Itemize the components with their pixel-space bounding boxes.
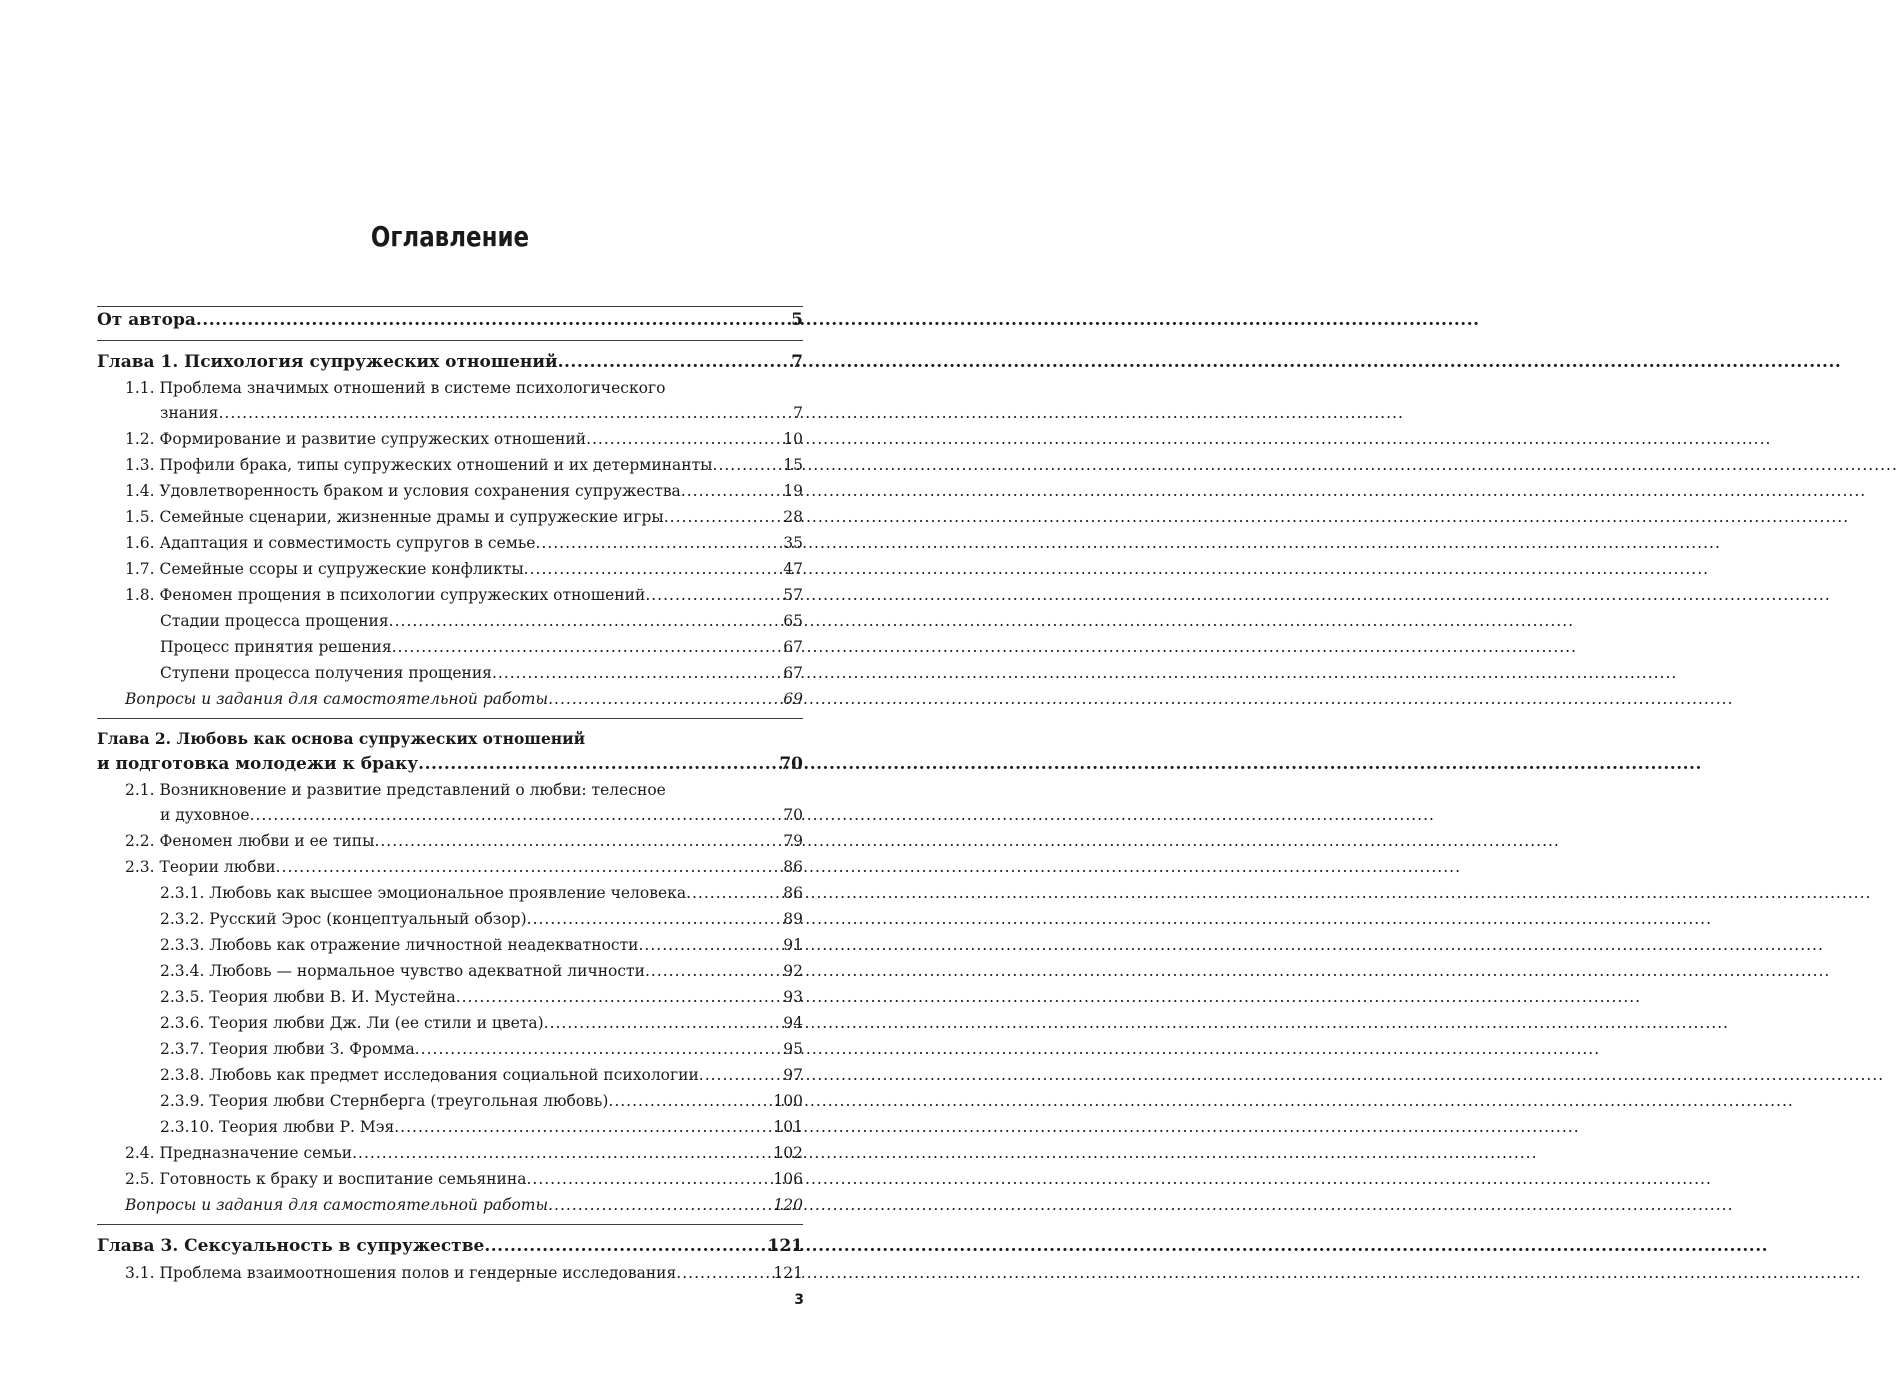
leader-dots bbox=[713, 452, 784, 478]
leader-dots bbox=[645, 958, 783, 984]
toc-entry-1-4[interactable] bbox=[97, 478, 803, 504]
toc-entry-1-questions[interactable] bbox=[97, 686, 803, 712]
leader-dots bbox=[352, 1140, 773, 1166]
toc-entry-label: 1.7. Семейные ссоры и супружеские конфликты bbox=[125, 560, 524, 578]
toc-entry-page: 28 bbox=[783, 508, 803, 526]
toc-entry-2-2[interactable] bbox=[97, 828, 803, 854]
toc-entry-page: 121 bbox=[767, 1236, 803, 1256]
leader-dots bbox=[196, 307, 791, 334]
leader-dots bbox=[535, 530, 783, 556]
toc-entry-1-5[interactable] bbox=[97, 504, 803, 530]
toc-entry-label: и подготовка молодежи к браку bbox=[97, 754, 419, 774]
leader-dots bbox=[527, 906, 784, 932]
toc-entry-2-3-9[interactable] bbox=[97, 1088, 803, 1114]
page-number: 3 bbox=[794, 1292, 804, 1308]
toc-entry-2-3[interactable] bbox=[97, 854, 803, 880]
toc-entry-page: 91 bbox=[783, 936, 803, 954]
toc-entry-2-questions[interactable] bbox=[97, 1192, 803, 1218]
toc-entry-label: От автора bbox=[97, 310, 196, 330]
toc-entry-page: 7 bbox=[793, 404, 803, 422]
leader-dots bbox=[699, 1062, 783, 1088]
toc-section-chapter-1 bbox=[97, 341, 803, 718]
leader-dots bbox=[456, 984, 784, 1010]
toc-entry-2-4[interactable] bbox=[97, 1140, 803, 1166]
table-of-contents bbox=[97, 306, 803, 1292]
leader-dots bbox=[250, 802, 784, 828]
toc-entry-page: 67 bbox=[783, 638, 803, 656]
toc-entry-page: 69 bbox=[783, 690, 803, 708]
toc-entry-chapter-1[interactable] bbox=[97, 349, 803, 376]
toc-entry-label: Глава 1. Психология супружеских отношений bbox=[97, 352, 558, 372]
toc-entry-page: 101 bbox=[773, 1118, 803, 1136]
toc-entry-page: 86 bbox=[783, 884, 803, 902]
page-title: Оглавление bbox=[370, 220, 530, 253]
toc-entry-page: 93 bbox=[783, 988, 803, 1006]
leader-dots bbox=[544, 1010, 784, 1036]
toc-entry-chapter-2-line1[interactable]: Глава 2. Любовь как основа супружеских отношений bbox=[97, 729, 586, 748]
toc-entry-page: 10 bbox=[783, 430, 803, 448]
toc-entry-1-1-line1[interactable]: 1.1. Проблема значимых отношений в системе психологического bbox=[125, 379, 666, 397]
toc-entry-label: 1.3. Профили брака, типы супружеских отношений и их детерминанты bbox=[125, 456, 713, 474]
toc-entry-1-8[interactable] bbox=[97, 582, 803, 608]
toc-section-author bbox=[97, 307, 803, 340]
toc-entry-label: знания bbox=[160, 404, 219, 422]
toc-entry-label: 1.6. Адаптация и совместимость супругов в семье bbox=[125, 534, 536, 552]
leader-dots bbox=[681, 478, 783, 504]
toc-entry-1-1[interactable] bbox=[97, 400, 803, 426]
toc-entry-label: Ступени процесса получения прощения bbox=[160, 664, 492, 682]
toc-entry-page: 35 bbox=[783, 534, 803, 552]
toc-entry-2-3-6[interactable] bbox=[97, 1010, 803, 1036]
leader-dots bbox=[526, 1166, 773, 1192]
toc-entry-2-3-2[interactable] bbox=[97, 906, 803, 932]
toc-entry-label: 2.2. Феномен любви и ее типы bbox=[125, 832, 375, 850]
toc-entry-1-2[interactable] bbox=[97, 426, 803, 452]
toc-entry-1-7[interactable] bbox=[97, 556, 803, 582]
toc-entry-page: 70 bbox=[779, 754, 803, 774]
toc-entry-2-1-line1[interactable]: 2.1. Возникновение и развитие представлений о любви: телесное bbox=[125, 781, 666, 799]
toc-entry-label: 2.3.1. Любовь как высшее эмоциональное проявление человека bbox=[160, 884, 687, 902]
toc-section-chapter-2 bbox=[97, 719, 803, 1224]
toc-entry-3-1[interactable] bbox=[97, 1260, 803, 1286]
toc-entry-label: Вопросы и задания для самостоятельной работы bbox=[125, 690, 549, 708]
toc-entry-1-3[interactable] bbox=[97, 452, 803, 478]
toc-entry-page: 97 bbox=[783, 1066, 803, 1084]
toc-entry-page: 106 bbox=[773, 1170, 803, 1188]
toc-entry-label: 2.3.6. Теория любви Дж. Ли (ее стили и цвета) bbox=[160, 1014, 544, 1032]
toc-entry-label: 2.3.7. Теория любви З. Фромма bbox=[160, 1040, 415, 1058]
leader-dots bbox=[418, 751, 779, 778]
leader-dots bbox=[389, 608, 784, 634]
leader-dots bbox=[639, 932, 784, 958]
toc-entry-label: 2.3.8. Любовь как предмет исследования социальной психологии bbox=[160, 1066, 699, 1084]
toc-entry-chapter-3[interactable] bbox=[97, 1233, 803, 1260]
toc-entry-label: 2.3.10. Теория любви Р. Мэя bbox=[160, 1118, 395, 1136]
toc-entry-2-3-7[interactable] bbox=[97, 1036, 803, 1062]
toc-entry-1-8-a[interactable] bbox=[97, 608, 803, 634]
leader-dots bbox=[484, 1233, 767, 1260]
leader-dots bbox=[645, 582, 783, 608]
toc-entry-2-3-4[interactable] bbox=[97, 958, 803, 984]
toc-entry-1-8-b[interactable] bbox=[97, 634, 803, 660]
toc-entry-2-3-8[interactable] bbox=[97, 1062, 803, 1088]
toc-entry-label: Глава 3. Сексуальность в супружестве bbox=[97, 1236, 485, 1256]
toc-entry-page: 19 bbox=[783, 482, 803, 500]
toc-entry-page: 120 bbox=[773, 1196, 803, 1214]
leader-dots bbox=[392, 634, 784, 660]
toc-entry-label: 2.3.5. Теория любви В. И. Мустейна bbox=[160, 988, 456, 1006]
toc-entry-label: Стадии процесса прощения bbox=[160, 612, 389, 630]
toc-entry-page: 57 bbox=[783, 586, 803, 604]
toc-entry-page: 65 bbox=[783, 612, 803, 630]
leader-dots bbox=[276, 854, 784, 880]
leader-dots bbox=[415, 1036, 784, 1062]
toc-entry-page: 47 bbox=[783, 560, 803, 578]
toc-entry-label: Вопросы и задания для самостоятельной работы bbox=[125, 1196, 549, 1214]
toc-section-chapter-3 bbox=[97, 1225, 803, 1292]
toc-entry-label: 2.3.9. Теория любви Стернберга (треугольная любовь) bbox=[160, 1092, 609, 1110]
leader-dots bbox=[686, 880, 783, 906]
leader-dots bbox=[374, 828, 783, 854]
leader-dots bbox=[586, 426, 783, 452]
leader-dots bbox=[524, 556, 784, 582]
toc-entry-label: 1.5. Семейные сценарии, жизненные драмы и супружеские игры bbox=[125, 508, 664, 526]
toc-entry-page: 92 bbox=[783, 962, 803, 980]
toc-entry-label: 2.4. Предназначение семьи bbox=[125, 1144, 353, 1162]
toc-entry-label: Процесс принятия решения bbox=[160, 638, 392, 656]
toc-entry-2-1[interactable] bbox=[97, 802, 803, 828]
toc-entry-page: 94 bbox=[783, 1014, 803, 1032]
toc-entry-2-3-3[interactable] bbox=[97, 932, 803, 958]
toc-entry-page: 5 bbox=[791, 310, 803, 330]
toc-entry-page: 70 bbox=[783, 806, 803, 824]
leader-dots bbox=[548, 1192, 773, 1218]
toc-entry-label: 3.1. Проблема взаимоотношения полов и гендерные исследования bbox=[125, 1264, 677, 1282]
leader-dots bbox=[218, 400, 793, 426]
toc-entry-1-8-c[interactable] bbox=[97, 660, 803, 686]
toc-entry-page: 86 bbox=[783, 858, 803, 876]
toc-entry-page: 102 bbox=[773, 1144, 803, 1162]
toc-entry-author[interactable] bbox=[97, 307, 803, 334]
toc-entry-page: 121 bbox=[773, 1264, 803, 1282]
leader-dots bbox=[676, 1260, 773, 1286]
toc-entry-chapter-2[interactable] bbox=[97, 751, 803, 778]
toc-entry-label: 1.4. Удовлетворенность браком и условия сохранения супружества bbox=[125, 482, 681, 500]
toc-entry-label: 2.5. Готовность к браку и воспитание семьянина bbox=[125, 1170, 527, 1188]
leader-dots bbox=[664, 504, 784, 530]
toc-entry-label: 2.3.3. Любовь как отражение личностной неадекватности bbox=[160, 936, 639, 954]
toc-entry-label: 1.2. Формирование и развитие супружеских отношений bbox=[125, 430, 587, 448]
toc-entry-page: 95 bbox=[783, 1040, 803, 1058]
leader-dots bbox=[548, 686, 783, 712]
toc-entry-page: 15 bbox=[783, 456, 803, 474]
leader-dots bbox=[394, 1114, 773, 1140]
toc-entry-1-6[interactable] bbox=[97, 530, 803, 556]
toc-entry-page: 67 bbox=[783, 664, 803, 682]
toc-entry-label: 2.3. Теории любви bbox=[125, 858, 276, 876]
toc-entry-label: 2.3.2. Русский Эрос (концептуальный обзор) bbox=[160, 910, 527, 928]
toc-entry-2-3-1[interactable] bbox=[97, 880, 803, 906]
toc-entry-page: 79 bbox=[783, 832, 803, 850]
leader-dots bbox=[608, 1088, 773, 1114]
toc-entry-label: и духовное bbox=[160, 806, 250, 824]
toc-entry-2-5[interactable] bbox=[97, 1166, 803, 1192]
leader-dots bbox=[558, 349, 792, 376]
toc-entry-label: 1.8. Феномен прощения в психологии супружеских отношений bbox=[125, 586, 646, 604]
leader-dots bbox=[492, 660, 783, 686]
toc-entry-2-3-10[interactable] bbox=[97, 1114, 803, 1140]
toc-entry-page: 89 bbox=[783, 910, 803, 928]
toc-entry-page: 100 bbox=[773, 1092, 803, 1110]
toc-entry-2-3-5[interactable] bbox=[97, 984, 803, 1010]
toc-entry-page: 7 bbox=[791, 352, 803, 372]
toc-entry-label: 2.3.4. Любовь — нормальное чувство адекватной личности bbox=[160, 962, 645, 980]
